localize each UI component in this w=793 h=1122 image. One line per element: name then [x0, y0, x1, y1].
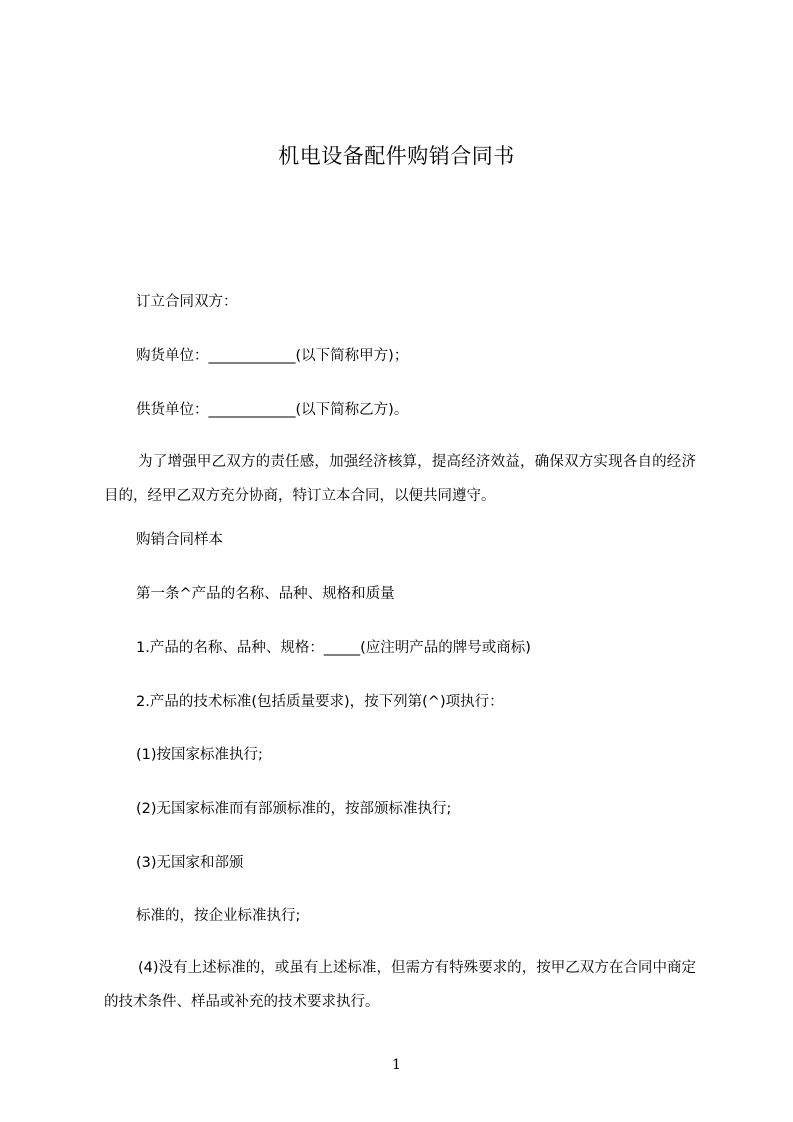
sub-item-4-paragraph	[104, 951, 696, 1019]
preamble-paragraph	[104, 445, 696, 513]
item-1: 1.产品的名称、品种、规格：_____(应注明产品的牌号或商标)	[136, 640, 531, 656]
sub-item-2: (2)无国家标准而有部颁标准的，按部颁标准执行;	[136, 801, 452, 817]
sub-item-3-part1: (3)无国家和部颁	[136, 855, 244, 871]
sub-item-4-text: (4)没有上述标准的，或虽有上述标准，但需方有特殊要求的，按甲乙双方在合同中商定的技术条件、样品或补充的技术要求执行。	[104, 960, 696, 1010]
sub-item-3-part2: 标准的，按企业标准执行;	[136, 908, 301, 924]
buyer-line: 购货单位：____________(以下简称甲方)；	[136, 348, 409, 364]
preamble-text: 为了增强甲乙双方的责任感，加强经济核算，提高经济效益，确保双方实现各自的经济目的，经甲乙双方充分协商，特订立本合同，以便共同遵守。	[104, 454, 696, 504]
item-2: 2.产品的技术标准(包括质量要求)，按下列第(^)项执行：	[136, 694, 504, 710]
sub-item-1: (1)按国家标准执行;	[136, 747, 263, 763]
page-number: 1	[392, 1057, 401, 1073]
sample-heading: 购销合同样本	[136, 532, 223, 548]
article1-heading: 第一条^产品的名称、品种、规格和质量	[136, 586, 395, 602]
parties-heading: 订立合同双方：	[136, 294, 238, 310]
seller-line: 供货单位：____________(以下简称乙方)。	[136, 402, 409, 418]
document-title: 机电设备配件购销合同书	[278, 144, 515, 168]
